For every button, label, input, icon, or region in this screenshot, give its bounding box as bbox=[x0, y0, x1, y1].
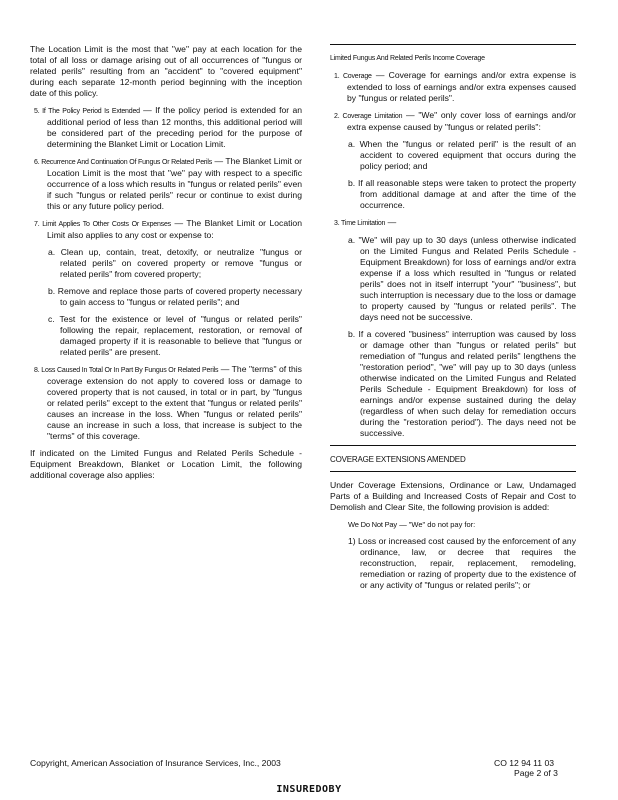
right-item-3-text: — bbox=[387, 217, 397, 227]
we-do-not-pay-heading: We Do Not Pay bbox=[348, 520, 397, 529]
item-5 bbox=[34, 105, 303, 150]
right-item-1 bbox=[334, 70, 577, 104]
page-number: Page 2 of 3 bbox=[514, 768, 558, 778]
item-6 bbox=[34, 156, 303, 212]
right-column bbox=[330, 44, 576, 597]
item-7a: a. Clean up, contain, treat, detoxify, or neutralize "fungus or related perils" on covered property or remove "fungus or related perils" from covered property; bbox=[48, 247, 302, 279]
item-5-text: — If the policy period is extended for an additional period of less than 12 months, this additional period will be considered part of the preceding period for the purpose of determining the Blanket Limit or Location Limit. bbox=[47, 105, 303, 149]
right-item-3-heading: 3. Time Limitation bbox=[334, 220, 386, 227]
item-5-heading: 5. If The Policy Period Is Extended bbox=[34, 108, 140, 115]
additional-coverage-paragraph: If indicated on the Limited Fungus and Related Perils Schedule - Equipment Breakdown, Blanket or Location Limit, the following additional coverage also applies: bbox=[30, 448, 302, 480]
right-item-3b: b. If a covered "business" interruption was caused by loss or damage other than "fungus or related perils" but remediation of "fungus and related perils" lengthens the "restoration period", "we" will pay up to 30 days (unless otherwise indicated on the Limited Fungus and Related Perils Schedule - Equipment Breakdown) for loss of earnings and/or expense sustained during the delay (regardless of when such delay for remediation occurs during the "restoration period"). The days need not be successive. bbox=[348, 329, 576, 438]
left-column bbox=[30, 44, 302, 487]
right-item-2-heading: 2. Coverage Limitation bbox=[334, 113, 403, 120]
item-8 bbox=[34, 364, 302, 442]
right-item-1-heading: 1. Coverage bbox=[334, 73, 372, 80]
right-item-3a: a. "We" will pay up to 30 days (unless otherwise indicated on the Limited Fungus and Related Perils Schedule - Equipment Breakdown) for loss of earnings and/or extra expense if a loss which resulted in "fungus or related perils" does not in itself interrupt "your" "business", but such interruption is necessary due to the loss or damage to property caused by "fungus or related perils". The days need not be successive. bbox=[348, 235, 576, 322]
top-rule bbox=[330, 44, 576, 45]
item-7-heading: 7. Limit Applies To Other Costs Or Expenses bbox=[34, 221, 171, 228]
we-do-not-pay bbox=[348, 519, 576, 530]
right-item-2-text: — "We" only cover loss of earnings and/or extra expense caused by "fungus or related perils": bbox=[347, 110, 576, 132]
income-coverage-heading: Limited Fungus And Related Perils Income Coverage bbox=[330, 55, 485, 62]
right-item-1-text: — Coverage for earnings and/or extra expense is extended to loss of earnings and/or extra expenses caused by "fungus or related perils". bbox=[347, 70, 577, 103]
item-8-text: — The "terms" of this coverage extension do not apply to covered loss or damage to covered property that is not caused, in total or in part, by "fungus or related perils" except to the extent that "fungus or related perils" causes an increase in the loss. When "fungus or related perils" cause an increase in such a loss, that increase is subject to the "terms" of this coverage. bbox=[47, 364, 302, 441]
section-rule-top bbox=[330, 445, 576, 446]
right-item-3 bbox=[334, 217, 576, 229]
we-do-not-pay-text: — "We" do not pay for: bbox=[399, 520, 476, 529]
right-item-2 bbox=[334, 110, 576, 133]
item-6-heading: 6. Recurrence And Continuation Of Fungus Or Related Perils bbox=[34, 159, 213, 166]
we-do-not-pay-item-1: 1) Loss or increased cost caused by the enforcement of any ordinance, law, or decree that requires the reconstruction, repair, replacement, remodeling, remediation or razing of property due to the existence of or any activity of "fungus or related perils"; or bbox=[348, 536, 576, 590]
item-7c: c. Test for the existence or level of "fungus or related perils" following the repair, replacement, restoration, or removal of damaged property if it is reasonable to believe that "fungus or related perils" are present. bbox=[48, 314, 302, 357]
item-7-text: — The Blanket Limit or Location Limit also applies to any cost or expense to: bbox=[47, 218, 302, 240]
section-intro: Under Coverage Extensions, Ordinance or Law, Undamaged Parts of a Building and Increased Costs of Repair and Cost to Demolish and Clear Site, the following provision is added: bbox=[330, 480, 576, 512]
section-rule-bottom bbox=[330, 471, 576, 472]
item-7 bbox=[34, 218, 302, 241]
form-info bbox=[494, 758, 558, 778]
item-7b: b. Remove and replace those parts of covered property necessary to gain access to "fungus or related perils"; and bbox=[48, 286, 302, 307]
item-8-heading: 8. Loss Caused In Total Or In Part By Fungus Or Related Perils bbox=[34, 367, 219, 374]
location-limit-paragraph: The Location Limit is the most that "we" pay at each location for the total of all loss or damage arising out of all occurrences of "fungus or related perils" resulting from an "accident" to "covered equipment" during each separate 12-month period beginning with the inception date of this policy. bbox=[30, 44, 302, 98]
form-number: CO 12 94 11 03 bbox=[494, 758, 555, 768]
right-item-2b: b. If all reasonable steps were taken to protect the property from additional damage at and after the time of the occurrence. bbox=[348, 178, 576, 210]
section-title: COVERAGE EXTENSIONS AMENDED bbox=[330, 455, 466, 464]
right-item-2a: a. When the "fungus or related peril" is the result of an accident to covered equipment that occurs during the policy period; and bbox=[348, 139, 576, 171]
copyright: Copyright, American Association of Insurance Services, Inc., 2003 bbox=[30, 758, 281, 768]
insured-stamp: INSUREDOBY bbox=[276, 784, 342, 795]
item-6-text: — The Blanket Limit or Location Limit is the most that "we" pay with respect to a specific occurrence of a loss which results in "fungus or related perils" even if such "fungus or related perils" recur or continue to exist during this or any future policy period. bbox=[47, 156, 303, 211]
